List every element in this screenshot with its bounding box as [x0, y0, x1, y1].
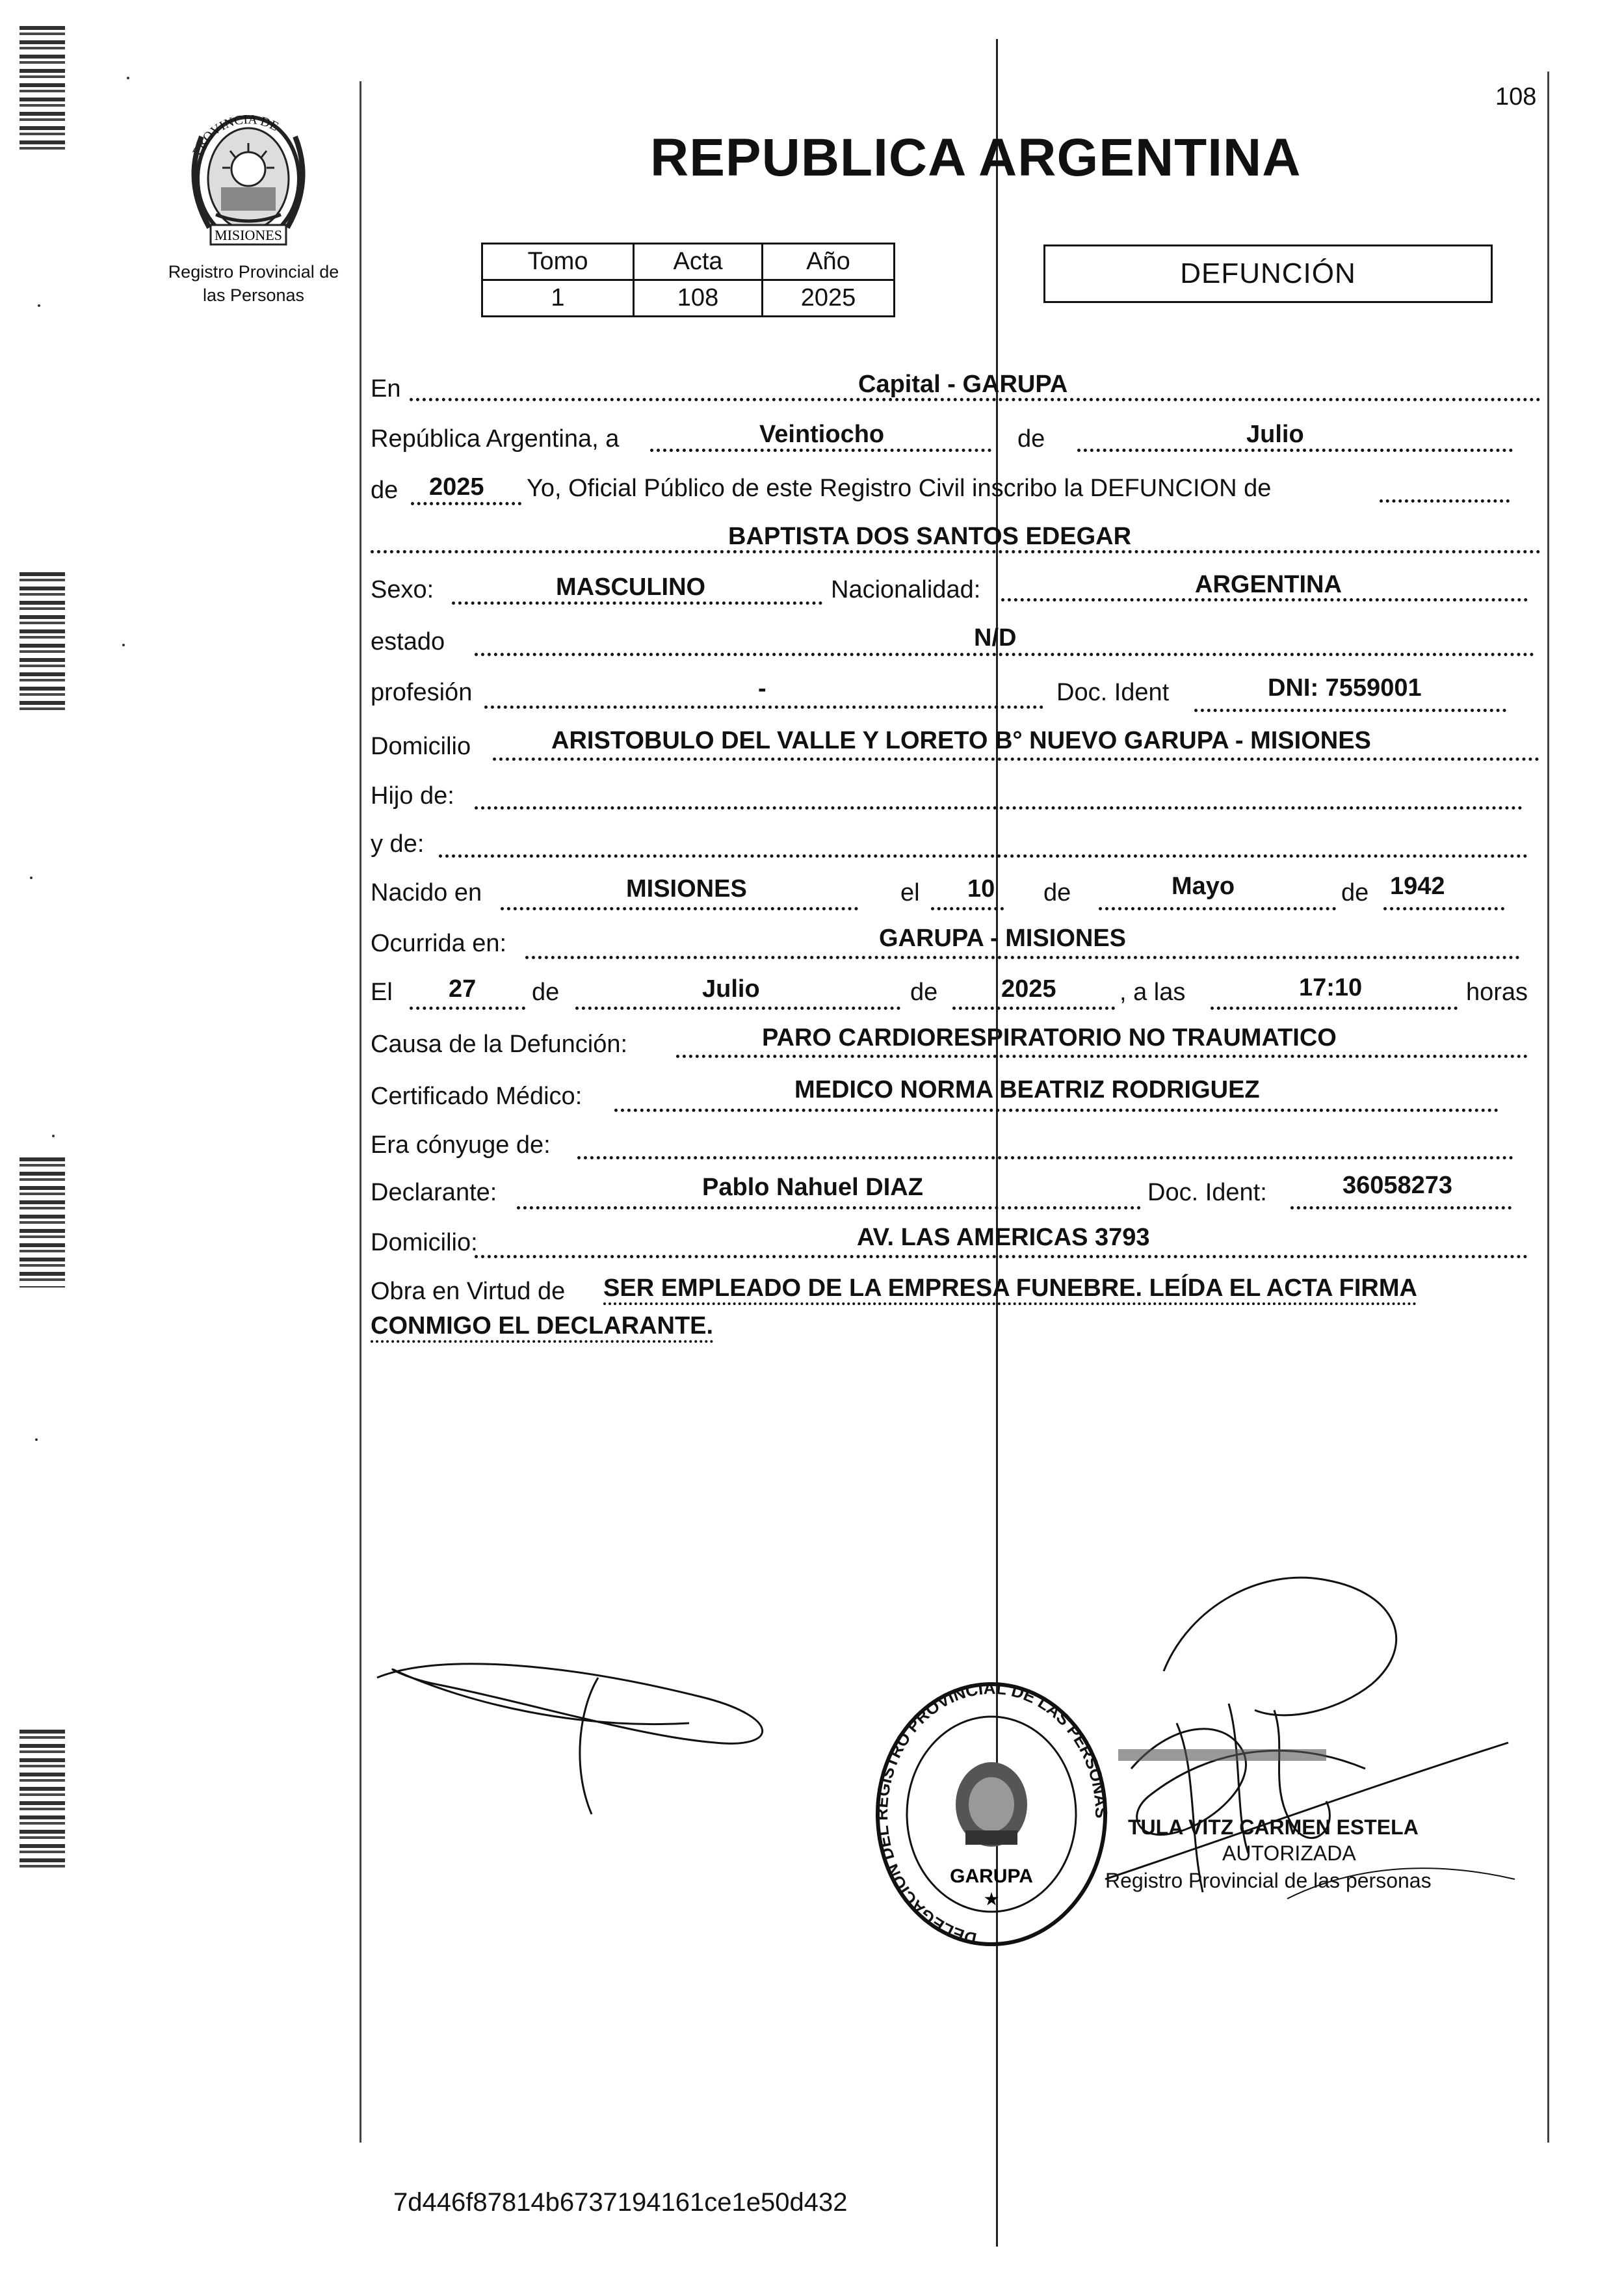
hijo-dotted-line	[475, 806, 1523, 810]
conyuge-label: Era cónyuge de:	[371, 1131, 551, 1159]
scan-artifact	[20, 1730, 65, 1873]
death-year-value: 2025	[1001, 975, 1056, 1003]
obra-label: Obra en Virtud de	[371, 1278, 566, 1305]
header-acta: Acta	[634, 244, 763, 280]
scan-artifact	[20, 26, 65, 150]
certificado-value: MEDICO NORMA BEATRIZ RODRIGUEZ	[794, 1076, 1260, 1103]
agency-name	[130, 260, 377, 307]
inscribo-text: Yo, Oficial Público de este Registro Civil inscribo la DEFUNCION de	[527, 475, 1272, 502]
estado-value: N/D	[974, 624, 1017, 652]
doc-ident2-dotted-line	[1290, 1206, 1512, 1209]
svg-text:DELEGACION DEL REGISTRO PROVIN: DELEGACION DEL REGISTRO PROVINCIAL DE LAS PERSONAS	[872, 1678, 1112, 1949]
doc-ident-value: DNI: 7559001	[1268, 674, 1422, 702]
causa-label: Causa de la Defunción:	[371, 1031, 628, 1058]
birth-day-value: 10	[967, 875, 995, 903]
birth-year-dotted-line	[1383, 907, 1504, 910]
birth-day-dotted-line	[931, 907, 1004, 910]
domicilio-value: ARISTOBULO DEL VALLE Y LORETO B° NUEVO GARUPA - MISIONES	[551, 727, 1371, 754]
death-year-dotted-line	[952, 1007, 1115, 1010]
seal-emblem	[956, 1762, 1027, 1847]
conyuge-dotted-line	[577, 1156, 1513, 1159]
declarante-label: Declarante:	[371, 1179, 497, 1206]
value-tomo: 1	[482, 280, 634, 317]
alas-label: , a las	[1120, 979, 1186, 1006]
document-type-box: DEFUNCIÓN	[1043, 244, 1493, 303]
certificado-dotted-line	[614, 1109, 1499, 1112]
registry-table	[481, 243, 895, 317]
year-value: 2025	[429, 473, 484, 501]
doc-ident-label: Doc. Ident	[1056, 679, 1170, 706]
causa-value: PARO CARDIORESPIRATORIO NO TRAUMATICO	[762, 1024, 1337, 1051]
el2-label: El	[371, 979, 393, 1006]
nacionalidad-label: Nacionalidad:	[831, 576, 981, 603]
en-label: En	[371, 375, 401, 403]
el-label: el	[900, 879, 920, 906]
republica-label: República Argentina, a	[371, 425, 620, 453]
birth-year-value: 1942	[1390, 873, 1445, 900]
obra-value-line-1: SER EMPLEADO DE LA EMPRESA FUNEBRE. LEÍDA EL ACTA FIRMA	[603, 1274, 1417, 1302]
page-number: 108	[1495, 83, 1537, 111]
scan-artifact	[122, 644, 125, 646]
domicilio2-dotted-line	[475, 1255, 1528, 1258]
ocurrida-label: Ocurrida en:	[371, 930, 507, 957]
right-margin-line	[1547, 72, 1549, 2143]
ocurrida-dotted-line	[525, 956, 1520, 959]
profesion-label: profesión	[371, 679, 473, 706]
official-stamp-name: TULA VITZ CARMEN ESTELA	[1128, 1815, 1419, 1839]
official-seal	[868, 1674, 1115, 1973]
profesion-value: -	[758, 675, 766, 702]
registry-value-row	[482, 280, 895, 317]
sexo-dotted-line	[452, 601, 822, 605]
value-acta: 108	[634, 280, 763, 317]
header-ano: Año	[763, 244, 895, 280]
document-hash: 7d446f87814b6737194161ce1e50d432	[393, 2188, 848, 2217]
nacionalidad-value: ARGENTINA	[1195, 571, 1342, 598]
month-value: Julio	[1246, 421, 1304, 448]
sexo-value: MASCULINO	[556, 574, 706, 601]
causa-dotted-line	[676, 1055, 1528, 1058]
de2-label: de	[371, 477, 399, 504]
yde-dotted-line	[439, 854, 1528, 858]
value-ano: 2025	[763, 280, 895, 317]
declarante-dotted-line	[517, 1206, 1141, 1209]
nacido-dotted-line	[501, 907, 858, 910]
declarant-signature	[364, 1626, 793, 1834]
agency-line-2: las Personas	[202, 285, 305, 305]
hijo-label: Hijo de:	[371, 782, 454, 810]
yde-label: y de:	[371, 830, 425, 858]
obra-value-line-2: CONMIGO EL DECLARANTE.	[371, 1312, 714, 1340]
official-stamp-office: Registro Provincial de las personas	[1105, 1869, 1432, 1892]
doc-ident2-label: Doc. Ident:	[1147, 1179, 1267, 1206]
domicilio2-value: AV. LAS AMERICAS 3793	[857, 1224, 1150, 1251]
svg-text:GARUPA: GARUPA	[950, 1866, 1033, 1887]
official-stamp-role: AUTORIZADA	[1222, 1841, 1356, 1865]
scan-artifact	[52, 1135, 55, 1137]
death-month-dotted-line	[575, 1007, 900, 1010]
birth-month-value: Mayo	[1172, 873, 1235, 900]
doc-ident-dotted-line	[1194, 709, 1506, 712]
month-dotted-line	[1077, 449, 1513, 452]
agency-line-1: Registro Provincial de	[168, 262, 339, 282]
death-day-value: 27	[449, 975, 477, 1003]
de3-label: de	[1043, 879, 1071, 906]
domicilio-label: Domicilio	[371, 733, 471, 760]
scan-artifact	[20, 1157, 65, 1287]
death-month-value: Julio	[702, 975, 760, 1003]
de-label: de	[1017, 425, 1045, 453]
year-dotted-line	[411, 502, 521, 505]
nacido-value: MISIONES	[626, 875, 747, 903]
scan-artifact	[127, 77, 129, 79]
domicilio2-label: Domicilio:	[371, 1229, 478, 1256]
death-time-value: 17:10	[1299, 974, 1363, 1001]
death-day-dotted-line	[410, 1007, 525, 1010]
left-margin-line	[360, 81, 361, 2143]
day-words-value: Veintiocho	[759, 421, 885, 448]
ocurrida-value: GARUPA - MISIONES	[879, 925, 1127, 952]
svg-text:PROVINCIA DE: PROVINCIA DE	[190, 112, 281, 158]
scan-artifact	[20, 572, 65, 715]
estado-label: estado	[371, 628, 445, 655]
de4-label: de	[1341, 879, 1369, 906]
day-dotted-line	[650, 449, 991, 452]
nacido-label: Nacido en	[371, 879, 482, 906]
de6-label: de	[910, 979, 938, 1006]
scan-artifact	[30, 877, 33, 879]
header-tomo: Tomo	[482, 244, 634, 280]
province-coat-of-arms	[170, 98, 326, 254]
deceased-name-value: BAPTISTA DOS SANTOS EDEGAR	[728, 523, 1132, 550]
page-title: REPUBLICA ARGENTINA	[650, 128, 1302, 187]
death-time-dotted-line	[1211, 1007, 1458, 1010]
certificado-label: Certificado Médico:	[371, 1083, 583, 1110]
birth-month-dotted-line	[1099, 907, 1336, 910]
scan-artifact	[35, 1438, 38, 1441]
domicilio-dotted-line	[493, 758, 1539, 761]
svg-text:★: ★	[983, 1888, 1000, 1910]
doc-ident2-value: 36058273	[1342, 1172, 1453, 1199]
sexo-label: Sexo:	[371, 576, 434, 603]
en-value: Capital - GARUPA	[858, 371, 1068, 398]
horas-label: horas	[1466, 979, 1528, 1006]
profesion-dotted-line	[484, 706, 1043, 709]
declarante-value: Pablo Nahuel DIAZ	[702, 1174, 923, 1201]
de5-label: de	[532, 979, 560, 1006]
scan-artifact	[38, 304, 40, 307]
estado-dotted-line	[475, 653, 1534, 656]
registry-header-row	[482, 244, 895, 280]
inscribo-dotted-line	[1380, 499, 1510, 503]
svg-text:MISIONES: MISIONES	[215, 227, 282, 243]
